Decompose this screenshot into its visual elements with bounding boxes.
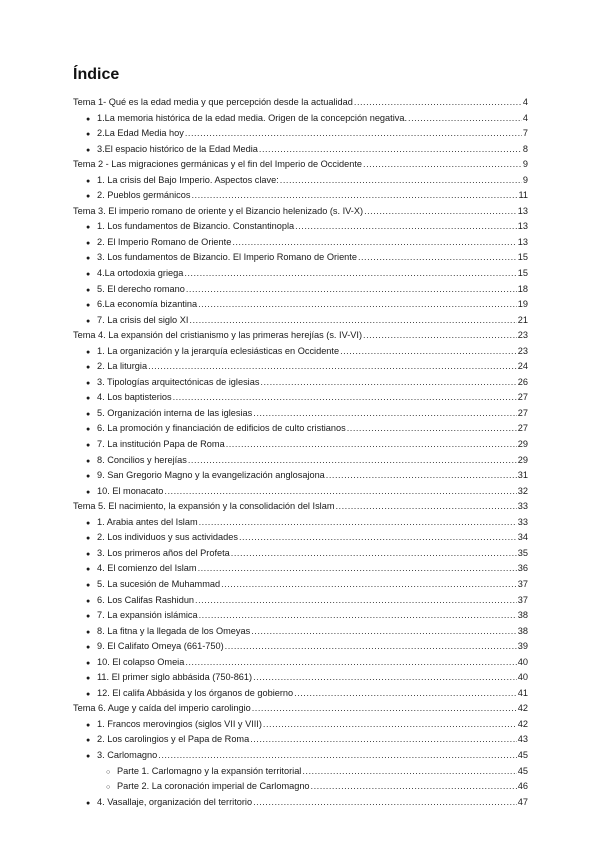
dot-leader [364, 204, 517, 220]
dot-leader [199, 608, 517, 624]
toc-entry-text: 8. La fitna y la llegada de los Omeyas [97, 625, 251, 636]
toc-entry-text: 6.La economía bizantina [97, 299, 198, 310]
toc-entry-text: 2. El Imperio Romano de Oriente [97, 236, 232, 247]
dot-leader [189, 313, 516, 329]
toc-page-number: 45 [517, 749, 528, 760]
bullet-icon: ● [86, 379, 91, 387]
toc-page-number: 37 [517, 578, 528, 589]
toc-page-number: 32 [517, 485, 528, 496]
dot-leader [326, 468, 517, 484]
bullet-icon: ● [86, 255, 91, 263]
toc-entry-text: 4.La ortodoxia griega [97, 268, 184, 279]
dot-leader [311, 779, 517, 795]
toc-section-link[interactable] [73, 468, 528, 484]
toc-entry-text: 1.La memoria histórica de la edad media. Origen de la concepción negativa. [97, 112, 408, 123]
toc-page-number: 42 [517, 718, 528, 729]
toc-entry-text: 1. Francos merovingios (siglos VII y VIII) [97, 718, 262, 729]
dot-leader [186, 282, 517, 298]
dot-leader [280, 173, 522, 189]
bullet-icon: ● [86, 690, 91, 698]
dot-leader [302, 764, 516, 780]
toc-section-link[interactable] [73, 484, 528, 500]
dot-leader [225, 639, 517, 655]
index-title: Índice [73, 66, 120, 83]
dot-leader [195, 593, 517, 609]
toc-entry-text: 2. Los carolingios y el Papa de Roma [97, 734, 250, 745]
toc-entry-text: 3.El espacio histórico de la Edad Media [97, 143, 258, 154]
toc-entry-text: Tema 4. La expansión del cristianismo y las primeras herejías (s. IV-VI) [73, 330, 363, 341]
dot-leader [185, 655, 516, 671]
toc-entry-text: 8. Concilios y herejías [97, 454, 187, 465]
toc-page-number: 33 [517, 516, 528, 527]
toc-section-link[interactable] [73, 670, 528, 686]
bullet-icon: ● [86, 550, 91, 558]
toc-section-link[interactable] [73, 313, 528, 329]
toc-chapter-link[interactable] [73, 204, 528, 220]
dot-leader [185, 126, 522, 142]
dot-leader [148, 359, 517, 375]
toc-entry-text: 5. La sucesión de Muhammad [97, 578, 221, 589]
dot-leader [173, 390, 517, 406]
bullet-icon: ● [86, 721, 91, 729]
bullet-icon: ● [86, 535, 91, 543]
toc-page-number: 29 [517, 439, 528, 450]
toc-entry-text: 4. Los baptisterios [97, 392, 172, 403]
toc-entry-text: 7. La crisis del siglo XI [97, 314, 189, 325]
toc-page-number: 36 [517, 563, 528, 574]
toc-page-number: 15 [517, 268, 528, 279]
bullet-icon: ● [86, 488, 91, 496]
toc-section-link[interactable] [73, 655, 528, 671]
dot-leader [188, 453, 517, 469]
toc-page-number: 47 [517, 796, 528, 807]
bullet-icon: ● [86, 628, 91, 636]
bullet-icon: ● [86, 457, 91, 465]
toc-entry-text: 4. El comienzo del Islam [97, 563, 197, 574]
toc-section-link[interactable] [73, 282, 528, 298]
toc-page-number: 45 [517, 765, 528, 776]
bullet-icon: ● [86, 519, 91, 527]
toc-section-link[interactable] [73, 717, 528, 733]
dot-leader [221, 577, 517, 593]
dot-leader [198, 561, 517, 577]
dot-leader [253, 795, 517, 811]
toc-page-number: 21 [517, 314, 528, 325]
toc-page-number: 27 [517, 407, 528, 418]
toc-section-link[interactable] [73, 795, 528, 811]
toc-entry-text: Tema 2 - Las migraciones germánicas y el fin del Imperio de Occidente [73, 159, 363, 170]
dot-leader [226, 437, 517, 453]
toc-page-number: 40 [517, 672, 528, 683]
dot-leader [158, 748, 517, 764]
toc-page-number: 7 [522, 128, 528, 139]
toc-section-link[interactable] [73, 406, 528, 422]
toc-page-number: 43 [517, 734, 528, 745]
toc-page-number: 13 [517, 236, 528, 247]
toc-section-link[interactable] [73, 639, 528, 655]
toc-section-link[interactable] [73, 546, 528, 562]
toc-page-number: 19 [517, 299, 528, 310]
toc-section-link[interactable] [73, 421, 528, 437]
dot-leader [335, 499, 516, 515]
toc-entry-text: Parte 1. Carlomagno y la expansión territorial [117, 765, 302, 776]
toc-page-number: 38 [517, 610, 528, 621]
toc-page-number: 18 [517, 283, 528, 294]
toc-entry-text: 12. El califa Abbásida y los órganos de gobierno [97, 687, 294, 698]
toc-page-number: 15 [517, 252, 528, 263]
dot-leader [263, 717, 517, 733]
toc-entry-text: 1. Los fundamentos de Bizancio. Constantinopla [97, 221, 295, 232]
dot-leader [164, 484, 516, 500]
dot-leader [250, 732, 517, 748]
toc-page-number: 42 [517, 703, 528, 714]
toc-section-link[interactable] [73, 437, 528, 453]
dot-leader [354, 95, 522, 111]
toc-entry-text: 1. La organización y la jerarquía eclesiásticas en Occidente [97, 345, 340, 356]
toc-section-link[interactable] [73, 188, 528, 204]
bullet-icon: ● [86, 146, 91, 154]
toc-section-link[interactable] [73, 142, 528, 158]
toc-section-link[interactable] [73, 344, 528, 360]
toc-entry-text: 7. La institución Papa de Roma [97, 439, 225, 450]
toc-section-link[interactable] [73, 686, 528, 702]
toc-page-number: 23 [517, 330, 528, 341]
bullet-icon: ● [86, 426, 91, 434]
toc-entry-text: 1. Arabia antes del Islam [97, 516, 198, 527]
toc-chapter-link[interactable] [73, 499, 528, 515]
toc-page-number: 29 [517, 454, 528, 465]
dot-leader [191, 188, 517, 204]
dot-leader [198, 297, 517, 313]
toc-section-link[interactable] [73, 764, 528, 780]
toc-entry-text: 11. El primer siglo abbásida (750-861) [97, 672, 253, 683]
bullet-icon: ● [86, 395, 91, 403]
toc-chapter-link[interactable] [73, 328, 528, 344]
bullet-icon: ● [86, 410, 91, 418]
toc-page-number: 27 [517, 392, 528, 403]
toc-section-link[interactable] [73, 608, 528, 624]
dot-leader [184, 266, 516, 282]
dot-leader [363, 157, 522, 173]
bullet-icon: ● [86, 131, 91, 139]
toc-entry-text: Tema 3. El imperio romano de oriente y el Bizancio helenizado (s. IV-X) [73, 205, 364, 216]
toc-section-link[interactable] [73, 126, 528, 142]
bullet-icon: ● [86, 442, 91, 450]
dot-leader [251, 624, 517, 640]
toc-page-number: 11 [518, 190, 528, 201]
toc-page-number: 46 [517, 781, 528, 792]
dot-leader [231, 546, 517, 562]
toc-page-number: 13 [517, 205, 528, 216]
toc-section-link[interactable] [73, 266, 528, 282]
toc-page-number: 39 [517, 641, 528, 652]
toc-section-link[interactable] [73, 593, 528, 609]
toc-section-link[interactable] [73, 235, 528, 251]
toc-entry-text: 6. Los Califas Rashidun [97, 594, 195, 605]
bullet-icon: ● [86, 302, 91, 310]
toc-page-number: 9 [522, 174, 528, 185]
bullet-icon: ● [86, 364, 91, 372]
toc-entry-text: 1. La crisis del Bajo Imperio. Aspectos clave: [97, 174, 279, 185]
bullet-icon: ● [86, 597, 91, 605]
toc-entry-text: 2. Los individuos y sus actividades [97, 532, 238, 543]
toc-chapter-link[interactable] [73, 95, 528, 111]
toc-page-number: 37 [517, 594, 528, 605]
toc-entry-text: 3. Carlomagno [97, 749, 158, 760]
circle-bullet-icon: ○ [106, 784, 111, 792]
dot-leader [294, 686, 517, 702]
bullet-icon: ● [86, 675, 91, 683]
toc-entry-text: 5. Organización interna de las iglesias [97, 407, 253, 418]
toc-entry-text: 3. Tipologías arquitectónicas de iglesias [97, 376, 260, 387]
toc-entry-text: 2. Pueblos germánicos [97, 190, 191, 201]
toc-section-link[interactable] [73, 453, 528, 469]
toc-entry-text: 6. La promoción y financiación de edificios de culto cristianos [97, 423, 346, 434]
toc-section-link[interactable] [73, 375, 528, 391]
toc-page-number: 13 [517, 221, 528, 232]
bullet-icon: ● [86, 566, 91, 574]
dot-leader [340, 344, 517, 360]
toc-section-link[interactable] [73, 173, 528, 189]
toc-section-link[interactable] [73, 297, 528, 313]
dot-leader [408, 111, 522, 127]
bullet-icon: ● [86, 737, 91, 745]
toc-page-number: 38 [517, 625, 528, 636]
toc-section-link[interactable] [73, 250, 528, 266]
toc-entry-text: Tema 1- Qué es la edad media y que percepción desde la actualidad [73, 97, 353, 107]
bullet-icon: ● [86, 473, 91, 481]
dot-leader [259, 142, 522, 158]
table-of-contents [73, 95, 528, 810]
toc-section-link[interactable] [73, 779, 528, 795]
bullet-icon: ● [86, 115, 91, 123]
dot-leader [295, 219, 517, 235]
toc-page-number: 9 [522, 159, 528, 170]
bullet-icon: ● [86, 271, 91, 279]
bullet-icon: ● [86, 613, 91, 621]
toc-section-link[interactable] [73, 732, 528, 748]
toc-entry-text: 2.La Edad Media hoy [97, 128, 184, 139]
toc-section-link[interactable] [73, 515, 528, 531]
toc-section-link[interactable] [73, 359, 528, 375]
toc-section-link[interactable] [73, 219, 528, 235]
toc-page-number: 33 [517, 501, 528, 512]
bullet-icon: ● [86, 348, 91, 356]
dot-leader [253, 406, 517, 422]
toc-page-number: 40 [517, 656, 528, 667]
bullet-icon: ● [86, 177, 91, 185]
bullet-icon: ● [86, 239, 91, 247]
toc-entry-text: Tema 6. Auge y caída del imperio carolingio [73, 703, 251, 714]
toc-entry-text: 5. El derecho romano [97, 283, 185, 294]
toc-entry-text: 7. La expansión islámica [97, 610, 198, 621]
toc-entry-text: 4. Vasallaje, organización del territorio [97, 796, 253, 807]
dot-leader [260, 375, 516, 391]
toc-entry-text: 9. San Gregorio Magno y la evangelización anglosajona [97, 470, 325, 481]
toc-section-link[interactable] [73, 577, 528, 593]
toc-page-number: 23 [517, 345, 528, 356]
toc-page-number: 35 [517, 547, 528, 558]
toc-chapter-link[interactable] [73, 157, 528, 173]
toc-page-number: 31 [517, 470, 528, 481]
bullet-icon: ● [86, 317, 91, 325]
circle-bullet-icon: ○ [106, 768, 111, 776]
dot-leader [239, 530, 517, 546]
bullet-icon: ● [86, 752, 91, 760]
dot-leader [363, 328, 517, 344]
toc-entry-text: 3. Los primeros años del Profeta [97, 547, 230, 558]
toc-section-link[interactable] [73, 530, 528, 546]
bullet-icon: ● [86, 286, 91, 294]
bullet-icon: ● [86, 659, 91, 667]
bullet-icon: ● [86, 581, 91, 589]
toc-page-number: 8 [522, 143, 528, 154]
toc-page-number: 4 [522, 97, 528, 107]
dot-leader [253, 670, 517, 686]
toc-page-number: 27 [517, 423, 528, 434]
toc-page-number: 24 [517, 361, 528, 372]
toc-section-link[interactable] [73, 624, 528, 640]
toc-page-number: 4 [522, 112, 528, 123]
dot-leader [232, 235, 516, 251]
toc-section-link[interactable] [73, 111, 528, 127]
toc-entry-text: 10. El monacato [97, 485, 164, 496]
bullet-icon: ● [86, 193, 91, 201]
toc-entry-text: 2. La liturgia [97, 361, 148, 372]
toc-entry-text: 10. El colapso Omeia [97, 656, 185, 667]
toc-section-link[interactable] [73, 748, 528, 764]
dot-leader [199, 515, 517, 531]
toc-entry-text: Parte 2. La coronación imperial de Carlomagno [117, 781, 310, 792]
toc-page-number: 34 [517, 532, 528, 543]
toc-entry-text: Tema 5. El nacimiento, la expansión y la consolidación del Islam [73, 501, 335, 512]
toc-section-link[interactable] [73, 390, 528, 406]
bullet-icon: ● [86, 799, 91, 807]
toc-entry-text: 9. El Califato Omeya (661-750) [97, 641, 224, 652]
bullet-icon: ● [86, 224, 91, 232]
dot-leader [347, 421, 517, 437]
toc-page-number: 26 [517, 376, 528, 387]
dot-leader [252, 701, 517, 717]
dot-leader [358, 250, 517, 266]
bullet-icon: ● [86, 644, 91, 652]
toc-page-number: 41 [517, 687, 528, 698]
toc-entry-text: 3. Los fundamentos de Bizancio. El Imperio Romano de Oriente [97, 252, 357, 263]
toc-section-link[interactable] [73, 561, 528, 577]
toc-chapter-link[interactable] [73, 701, 528, 717]
